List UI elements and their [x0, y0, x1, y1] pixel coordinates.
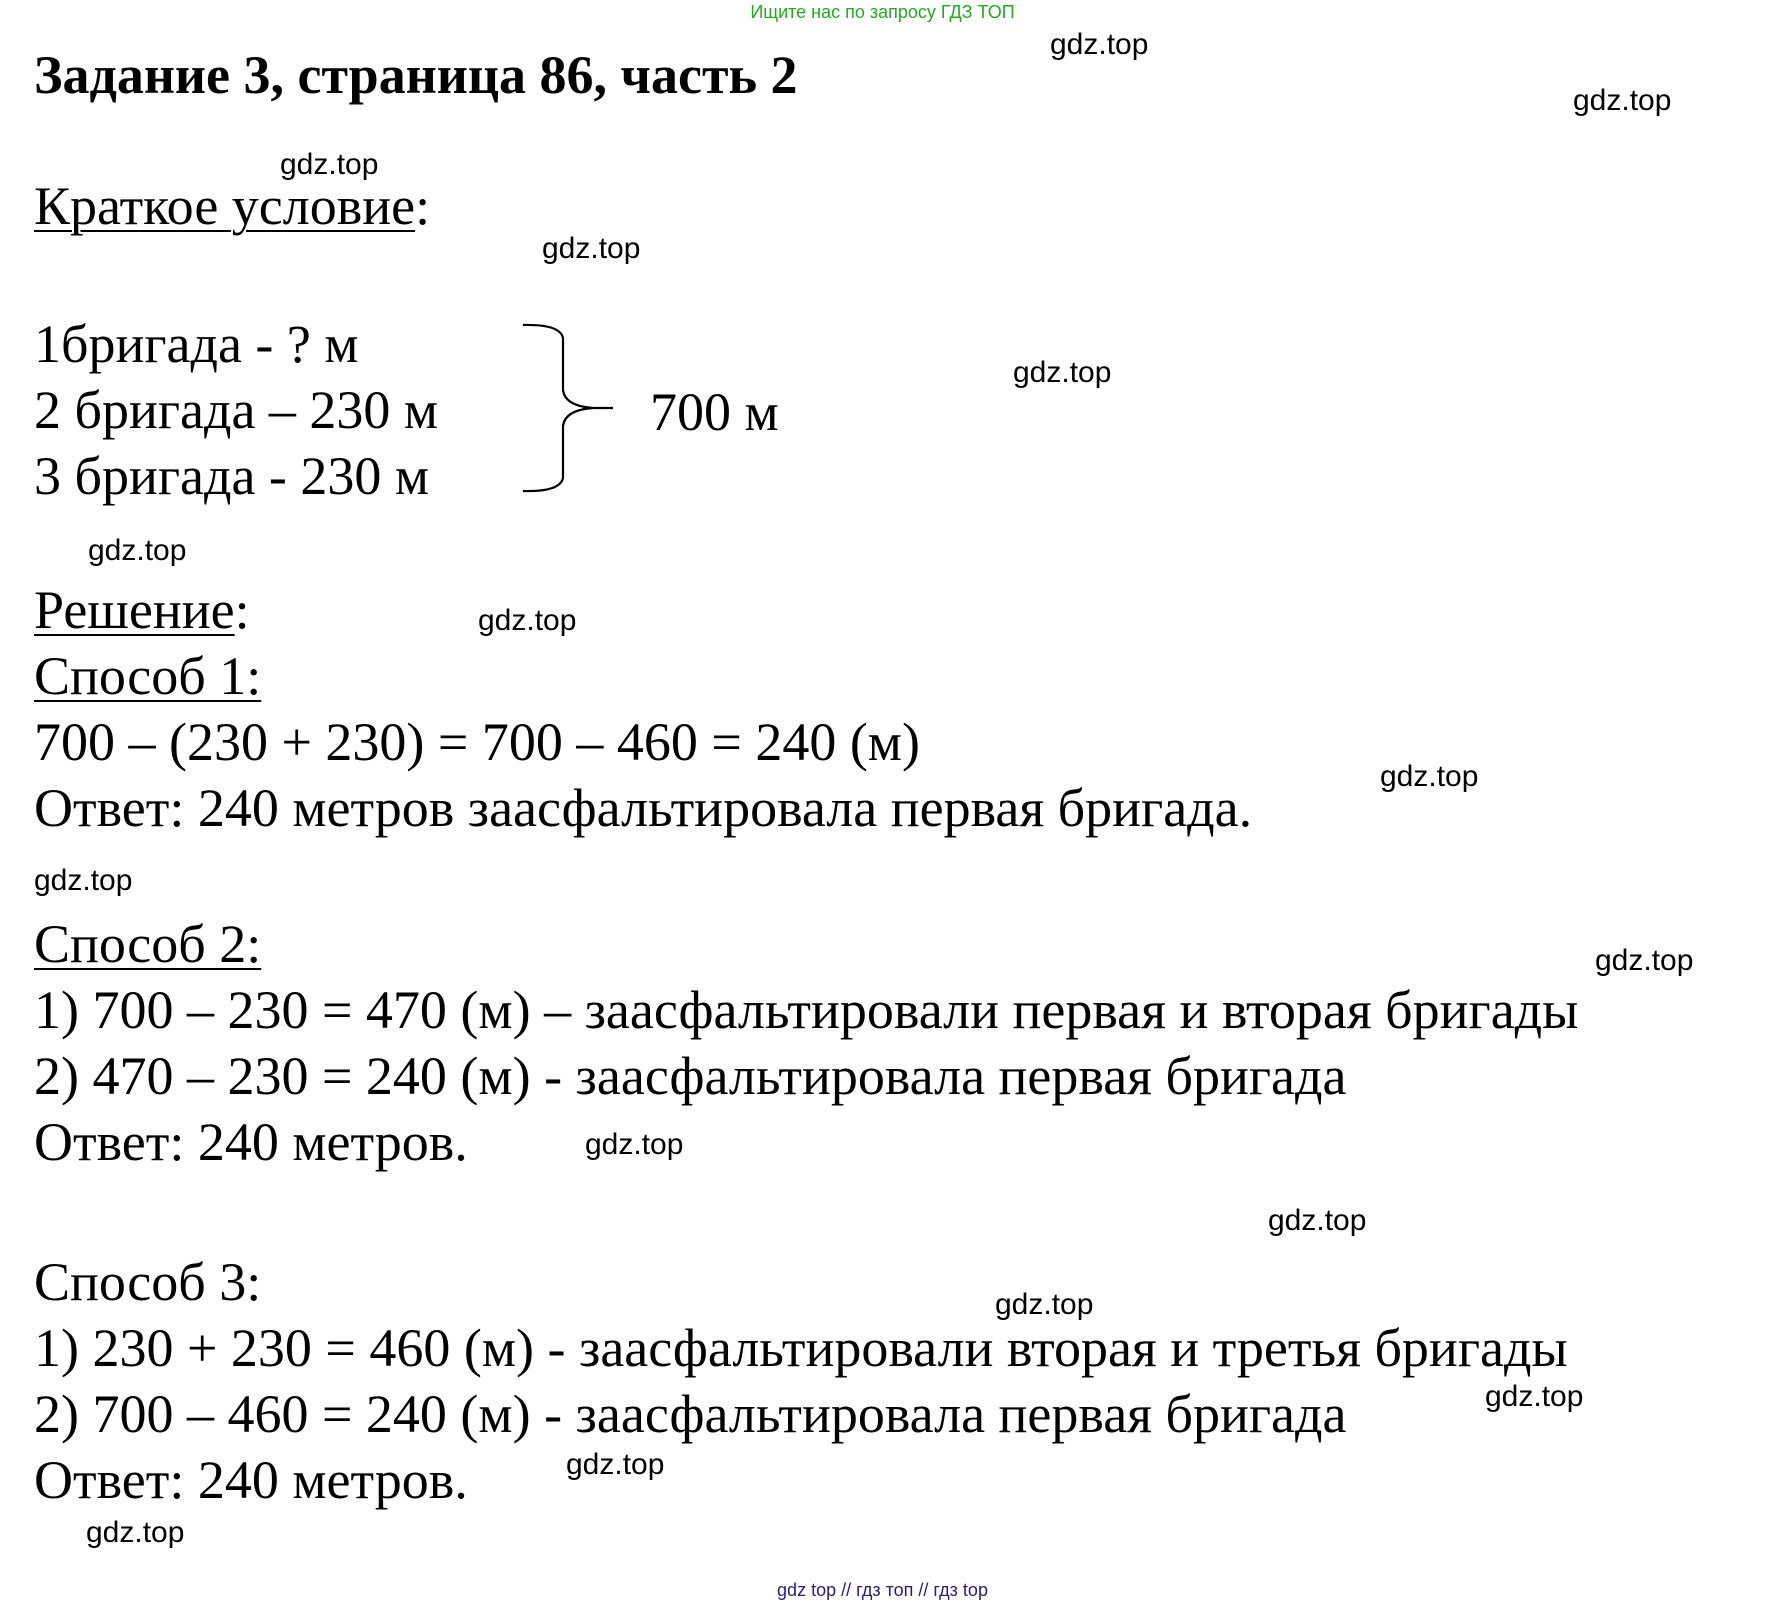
watermark: gdz.top — [585, 1128, 684, 1161]
watermark: gdz.top — [1595, 944, 1694, 977]
watermark: gdz.top — [1485, 1380, 1584, 1413]
watermark: gdz.top — [1013, 356, 1112, 389]
solution-colon: : — [234, 580, 250, 640]
watermark: gdz.top — [1380, 760, 1479, 793]
page-title: Задание 3, страница 86, часть 2 — [34, 45, 798, 105]
watermark: gdz.top — [86, 1516, 185, 1549]
method3-line-1: 1) 230 + 230 = 460 (м) - заасфальтировали вторая и третья бригады — [34, 1318, 1568, 1378]
solution-heading: Решение — [34, 580, 235, 640]
watermark: gdz.top — [1268, 1204, 1367, 1237]
condition-row-2: 2 бригада – 230 м — [34, 380, 439, 440]
condition-heading-line — [34, 172, 430, 240]
method3-heading: Способ 3: — [34, 1252, 262, 1312]
solution-heading-line — [34, 576, 250, 644]
method2-heading: Способ 2: — [34, 914, 262, 974]
method1-answer: Ответ: 240 метров заасфальтировала первая бригада. — [34, 778, 1253, 838]
watermark: gdz.top — [1573, 84, 1672, 117]
watermark: gdz.top — [542, 232, 641, 265]
watermark: gdz.top — [995, 1288, 1094, 1321]
method2-line-1: 1) 700 – 230 = 470 (м) – заасфальтировали первая и вторая бригады — [34, 980, 1579, 1040]
watermark: gdz.top — [478, 604, 577, 637]
method2-line-2: 2) 470 – 230 = 240 (м) - заасфальтировала первая бригада — [34, 1046, 1347, 1106]
watermark: gdz.top — [566, 1448, 665, 1481]
method1-line-1: 700 – (230 + 230) = 700 – 460 = 240 (м) — [34, 712, 920, 772]
curly-brace-icon — [515, 320, 615, 500]
watermark: gdz.top — [1050, 28, 1149, 61]
watermark: gdz.top — [280, 148, 379, 181]
condition-row-1: 1бригада - ? м — [34, 314, 359, 374]
method3-line-2: 2) 700 – 460 = 240 (м) - заасфальтировала первая бригада — [34, 1384, 1347, 1444]
bottom-banner: gdz top // гдз топ // гдз top — [777, 1580, 988, 1600]
condition-colon: : — [415, 176, 431, 236]
condition-heading: Краткое условие — [34, 176, 416, 236]
watermark: gdz.top — [88, 534, 187, 567]
top-banner: Ищите нас по запросу ГДЗ ТОП — [750, 2, 1015, 22]
method3-answer: Ответ: 240 метров. — [34, 1450, 468, 1510]
condition-total: 700 м — [650, 382, 779, 442]
condition-row-3: 3 бригада - 230 м — [34, 446, 430, 506]
method2-answer: Ответ: 240 метров. — [34, 1112, 468, 1172]
method1-heading: Способ 1: — [34, 646, 262, 706]
watermark: gdz.top — [34, 864, 133, 897]
